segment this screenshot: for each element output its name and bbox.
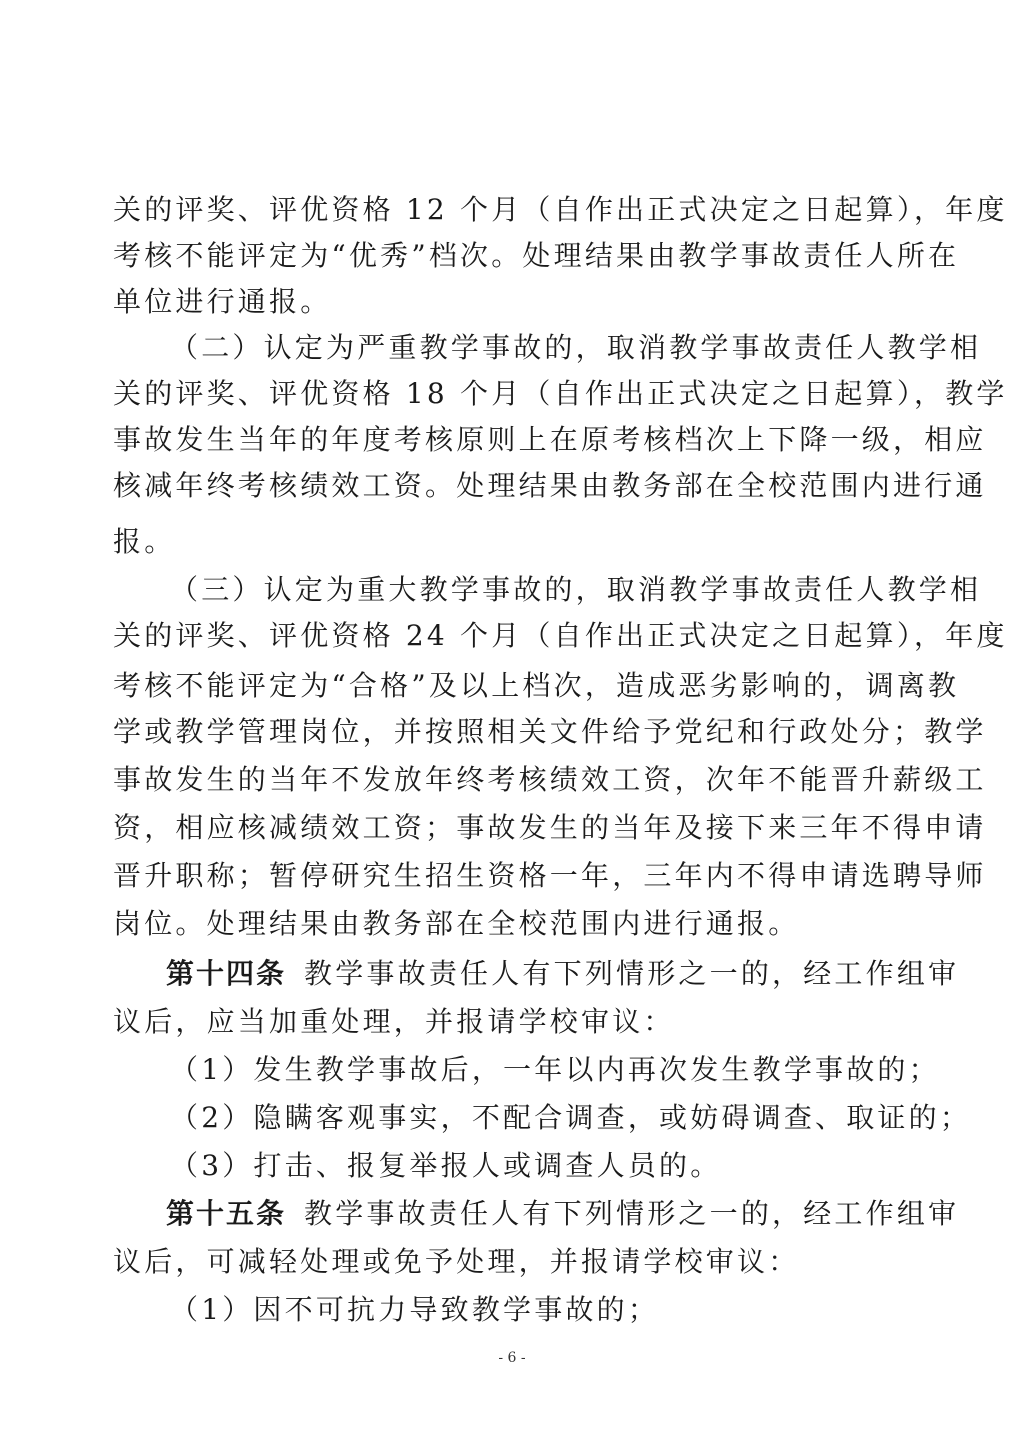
article-15 [166, 1196, 960, 1232]
article-14-item-2: （2）隐瞒客观事实，不配合调查，或妨碍调查、取证的； [170, 1101, 972, 1134]
body-line: 岗位。处理结果由教务部在全校范围内进行通报。 [113, 907, 800, 940]
article-14 [166, 956, 960, 992]
article-14-heading: 第十四条 [166, 957, 287, 990]
body-line: 考核不能评定为“优秀”档次。处理结果由教学事故责任人所在 [113, 239, 960, 272]
article-14-item-1: （1）发生教学事故后，一年以内再次发生教学事故的； [170, 1053, 940, 1086]
article-15-heading: 第十五条 [166, 1197, 287, 1230]
body-line: 报。 [113, 525, 176, 558]
article-14-item-3: （3）打击、报复举报人或调查人员的。 [170, 1149, 722, 1182]
body-line: 核减年终考核绩效工资。处理结果由教务部在全校范围内进行通 [113, 469, 987, 502]
paragraph-3-start: （三）认定为重大教学事故的，取消教学事故责任人教学相 [170, 573, 982, 606]
body-line: 晋升职称；暂停研究生招生资格一年，三年内不得申请选聘导师 [113, 859, 987, 892]
body-line: 关的评奖、评优资格 24 个月（自作出正式决定之日起算），年度 [113, 619, 1008, 652]
body-line: 考核不能评定为“合格”及以上档次，造成恶劣影响的，调离教 [113, 669, 960, 702]
page-number: - 6 - [498, 1350, 526, 1366]
body-line: 学或教学管理岗位，并按照相关文件给予党纪和行政处分；教学 [113, 715, 987, 748]
article-15-item-1: （1）因不可抗力导致教学事故的； [170, 1293, 660, 1326]
paragraph-2-start: （二）认定为严重教学事故的，取消教学事故责任人教学相 [170, 331, 982, 364]
body-line: 事故发生的当年不发放年终考核绩效工资，次年不能晋升薪级工 [113, 763, 987, 796]
article-14-text: 教学事故责任人有下列情形之一的，经工作组审 [304, 957, 960, 990]
body-line: 关的评奖、评优资格 12 个月（自作出正式决定之日起算），年度 [113, 193, 1008, 226]
article-15-line-2: 议后，可减轻处理或免予处理，并报请学校审议： [113, 1245, 800, 1278]
body-line: 关的评奖、评优资格 18 个月（自作出正式决定之日起算），教学 [113, 377, 1008, 410]
article-14-line-2: 议后，应当加重处理，并报请学校审议： [113, 1005, 675, 1038]
body-line: 资，相应核减绩效工资；事故发生的当年及接下来三年不得申请 [113, 811, 987, 844]
body-line: 事故发生当年的年度考核原则上在原考核档次上下降一级，相应 [113, 423, 987, 456]
article-15-text: 教学事故责任人有下列情形之一的，经工作组审 [304, 1197, 960, 1230]
body-line: 单位进行通报。 [113, 285, 332, 318]
